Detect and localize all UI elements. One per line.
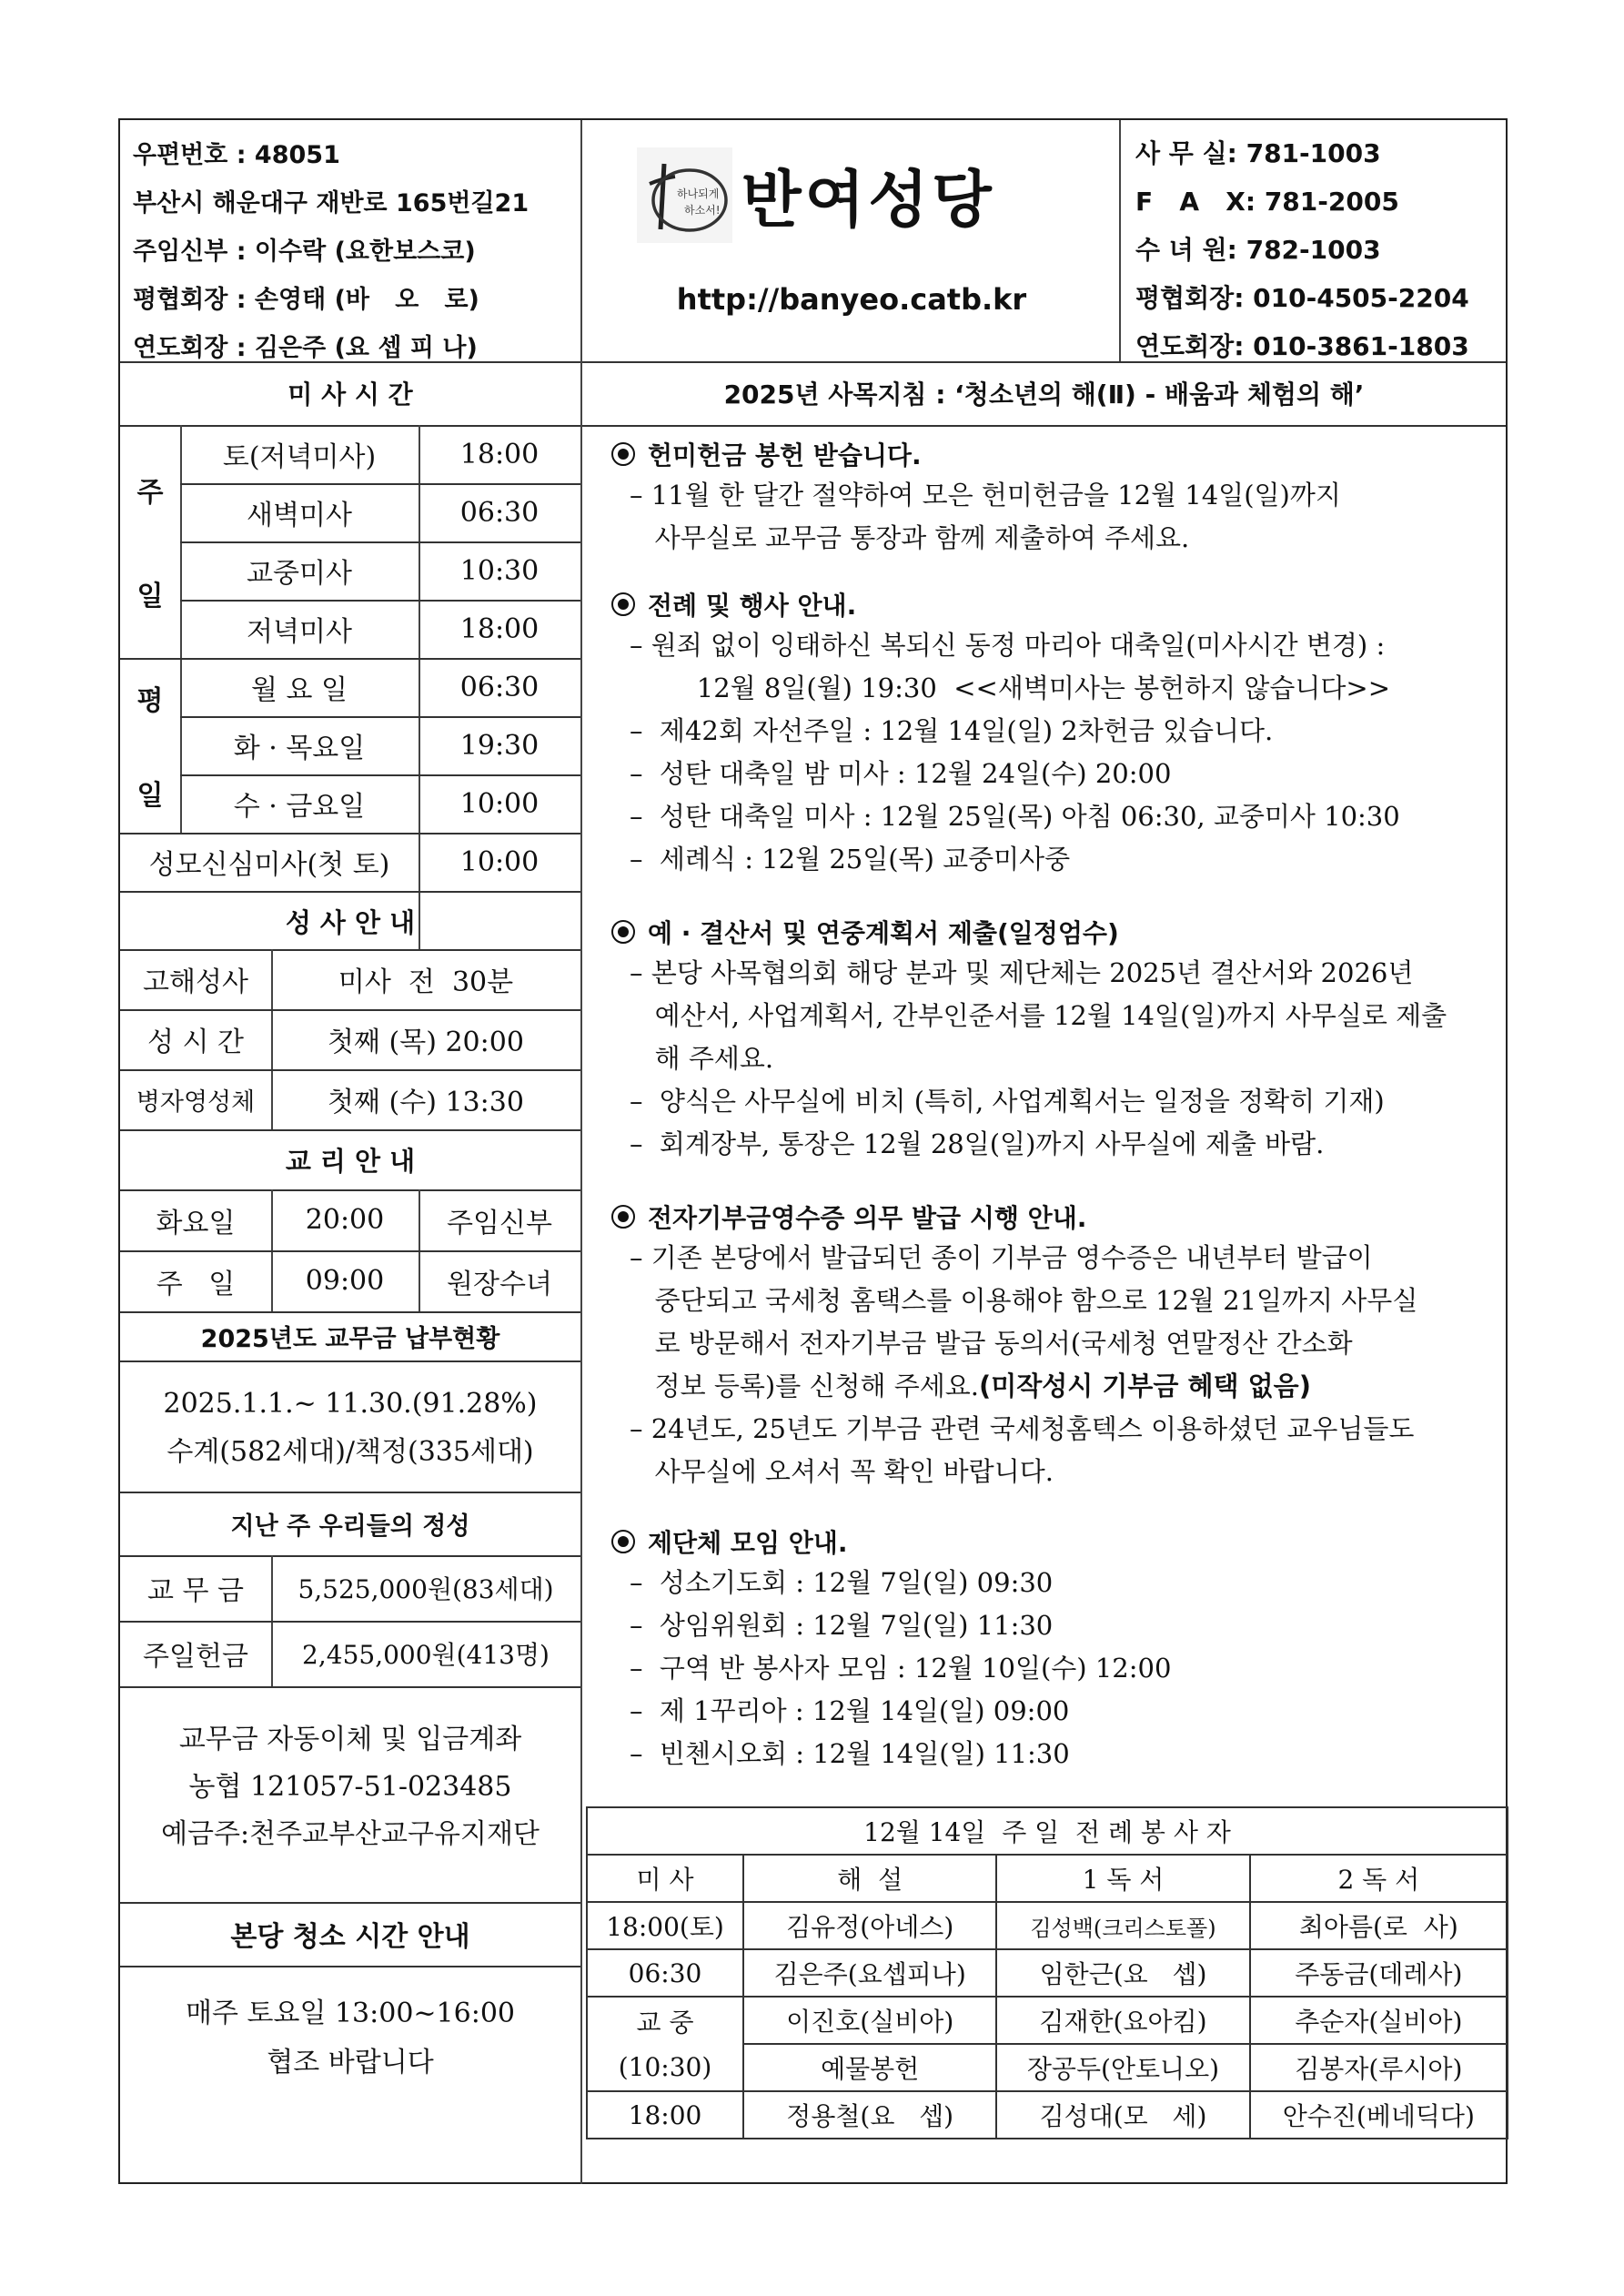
address: 부산시 해운대구 재반로 165번길21 — [133, 189, 530, 217]
notice-line: – 빈첸시오회 : 12월 14일(일) 11:30 — [630, 1738, 1070, 1769]
parish-info — [120, 120, 582, 361]
notice-line: – 본당 사목협의회 해당 분과 및 제단체는 2025년 결산서와 2026년 — [630, 957, 1414, 988]
dues-period: 2025.1.1.~ 11.30.(91.28%) — [163, 1387, 538, 1420]
notice-line: – 상임위원회 : 12월 7일(일) 11:30 — [630, 1610, 1054, 1641]
offertory-cell: 예물봉헌 — [743, 2044, 996, 2091]
column-divider — [580, 361, 582, 2184]
mass-name: 새벽미사 — [247, 500, 352, 531]
notice-line: – 구역 반 봉사자 모임 : 12월 10일(수) 12:00 — [630, 1653, 1172, 1684]
account-number: 농협 121057-51-023485 — [188, 1771, 512, 1803]
reader2-cell: 김봉자(루시아) — [1250, 2044, 1508, 2091]
reader1-cell: 장공두(안토니오) — [996, 2044, 1249, 2091]
notice-line: 사무실에 오셔서 꼭 확인 바랍니다. — [630, 1456, 1054, 1487]
church-name: 반여성당 — [741, 165, 995, 237]
table-row — [587, 1902, 1508, 1949]
cross-logo-icon — [637, 147, 732, 243]
col-header: 2 독 서 — [1250, 1855, 1508, 1902]
reader1-cell: 김재한(요아킴) — [996, 1997, 1249, 2044]
cleaning-note: 협조 바랍니다 — [267, 2047, 434, 2079]
notice-title: 전례 및 행사 안내. — [648, 591, 857, 621]
mass-time: 06:30 — [459, 671, 540, 703]
bullet-icon — [611, 592, 635, 616]
notice-line: – 성탄 대축일 미사 : 12월 25일(목) 아침 06:30, 교중미사 10:30 — [630, 801, 1400, 832]
notice-line: 로 방문해서 전자기부금 발급 동의서(국세청 연말정산 간소화 — [630, 1328, 1353, 1359]
notice-line: – 양식은 사무실에 비치 (특히, 사업계획서는 일정을 정확히 기재) — [630, 1086, 1385, 1117]
council-president: 평협회장 : 손영태 (바 오 로) — [133, 286, 479, 314]
notice-group-meetings — [611, 1522, 1503, 1775]
servers-title: 12월 14일 주 일 전 례 봉 사 자 — [587, 1807, 1508, 1855]
notice-line: – 회계장부, 통장은 12월 28일(일)까지 사무실에 제출 바람. — [630, 1128, 1325, 1159]
catechism-time: 09:00 — [305, 1265, 385, 1297]
sacrament-name: 병자영성체 — [136, 1087, 256, 1117]
weekday-label: 평 일 — [136, 685, 164, 812]
notice-title: 예 · 결산서 및 연중계획서 제출(일정엄수) — [648, 918, 1119, 948]
catechism-day: 화요일 — [156, 1207, 236, 1239]
special-mass-time: 10:00 — [459, 845, 540, 878]
notice-line: – 원죄 없이 잉태하신 복되신 동정 마리아 대축일(미사시간 변경) : — [630, 630, 1386, 661]
special-mass-name: 성모신심미사(첫 토) — [148, 849, 390, 881]
sacrament-time: 첫째 (수) 13:30 — [328, 1087, 524, 1118]
dues-title: 2025년도 교무금 납부현황 — [200, 1324, 500, 1353]
reader2-cell: 안수진(베네딕다) — [1250, 2091, 1508, 2139]
mass-name: 토(저녁미사) — [222, 441, 377, 473]
notice-title: 헌미헌금 봉헌 받습니다. — [648, 440, 922, 470]
fax: F A X: 781-2005 — [1135, 187, 1399, 217]
postal-code: 우편번호 : 48051 — [133, 141, 340, 169]
col-header: 미 사 — [587, 1855, 743, 1902]
notice-title: 제단체 모임 안내. — [648, 1528, 848, 1558]
notice-line: – 기존 본당에서 발급되던 종이 기부금 영수증은 내년부터 발급이 — [630, 1242, 1373, 1273]
notice-budget — [611, 912, 1503, 1166]
mass-time: 18:00 — [459, 438, 540, 470]
reader1-cell: 김성대(모 세) — [996, 2091, 1249, 2139]
reader2-cell: 추순자(실비아) — [1250, 1997, 1508, 2044]
mass-name: 교중미사 — [247, 558, 352, 590]
notice-line: – 제 1꾸리아 : 12월 14일(일) 09:00 — [630, 1695, 1070, 1726]
commentator-cell: 정용철(요 셉) — [743, 2091, 996, 2139]
pastoral-theme: 2025년 사목지침 : ‘청소년의 해(Ⅱ) - 배움과 체험의 해’ — [723, 379, 1365, 410]
offering-name: 주일헌금 — [143, 1641, 248, 1673]
mass-cell: 06:30 — [587, 1949, 743, 1997]
notice-liturgy — [611, 584, 1503, 881]
mass-name: 월 요 일 — [250, 674, 348, 706]
notice-line: 12월 8일(월) 19:30 <<새벽미사는 봉헌하지 않습니다>> — [630, 673, 1391, 703]
col-header: 해 설 — [743, 1855, 996, 1902]
prayer-president: 연도회장 : 김은주 (요 셉 피 나) — [133, 334, 478, 362]
notice-line: 해 주세요. — [630, 1043, 774, 1074]
liturgy-servers-table — [586, 1806, 1508, 2139]
council-phone: 평협회장: 010-4505-2204 — [1135, 283, 1469, 313]
offerings-title: 지난 주 우리들의 정성 — [230, 1512, 470, 1541]
col-header: 1 독 서 — [996, 1855, 1249, 1902]
notice-line: 정보 등록)를 신청해 주세요. — [630, 1371, 979, 1401]
notice-line: – 11월 한 달간 절약하여 모은 헌미헌금을 12월 14일(일)까지 — [630, 480, 1341, 511]
account-title: 교무금 자동이체 및 입금계좌 — [178, 1724, 522, 1755]
mass-cell: 18:00(토) — [587, 1902, 743, 1949]
commentator-cell: 김유정(아네스) — [743, 1902, 996, 1949]
catechism-day: 주 일 — [156, 1268, 236, 1300]
mass-time: 10:00 — [459, 787, 540, 820]
office-phone: 사 무 실: 781-1003 — [1135, 138, 1381, 168]
mass-cell: 교 중 — [587, 1997, 743, 2044]
sacrament-time: 미사 전 30분 — [338, 966, 514, 998]
catechism-teacher: 원장수녀 — [447, 1268, 552, 1300]
commentator-cell: 이진호(실비아) — [743, 1997, 996, 2044]
logo-area — [582, 120, 1121, 361]
account-holder: 예금주:천주교부산교구유지재단 — [161, 1818, 540, 1850]
notice-warning: (미작성시 기부금 혜택 없음) — [979, 1371, 1311, 1401]
catechism-title: 교 리 안 내 — [285, 1145, 416, 1177]
sacrament-name: 성 시 간 — [146, 1027, 244, 1058]
offering-amount: 2,455,000원(413명) — [302, 1640, 550, 1670]
website-link[interactable]: http://banyeo.catb.kr — [676, 282, 1027, 317]
reader1-cell: 임한근(요 셉) — [996, 1949, 1249, 1997]
prayer-phone: 연도회장: 010-3861-1803 — [1135, 331, 1469, 361]
mass-name: 수 · 금요일 — [233, 791, 366, 823]
mass-times-title: 미 사 시 간 — [287, 379, 413, 410]
notice-donation-receipt — [611, 1197, 1503, 1493]
bullet-icon — [611, 1530, 635, 1553]
table-row — [587, 2044, 1508, 2091]
pastor: 주임신부 : 이수락 (요한보스코) — [133, 238, 476, 266]
divider — [120, 1360, 580, 1362]
table-row — [587, 1997, 1508, 2044]
notice-line: – 24년도, 25년도 기부금 관련 국세청홈텍스 이용하셨던 교우님들도 — [630, 1413, 1415, 1444]
contact-info — [1121, 120, 1508, 361]
catechism-time: 20:00 — [305, 1204, 385, 1236]
sacraments-title: 성 사 안 내 — [285, 906, 416, 938]
notice-line: 사무실로 교무금 통장과 함께 제출하여 주세요. — [630, 522, 1190, 553]
notice-line: 예산서, 사업계획서, 간부인준서를 12월 14일(일)까지 사무실로 제출 — [630, 1000, 1447, 1031]
notice-title: 전자기부금영수증 의무 발급 시행 안내. — [648, 1203, 1087, 1233]
dues-households: 수계(582세대)/책정(335세대) — [166, 1436, 534, 1468]
divider — [120, 1966, 580, 1967]
notice-line: – 제42회 자선주일 : 12월 14일(일) 2차헌금 있습니다. — [630, 715, 1274, 746]
mass-cell: (10:30) — [587, 2044, 743, 2091]
table-row — [587, 2091, 1508, 2139]
offering-amount: 5,525,000원(83세대) — [298, 1574, 554, 1604]
bullet-icon — [611, 442, 635, 466]
cleaning-title: 본당 청소 시간 안내 — [230, 1921, 470, 1953]
commentator-cell: 김은주(요셉피나) — [743, 1949, 996, 1997]
sacrament-name: 고해성사 — [143, 966, 248, 998]
notice-line: – 세례식 : 12월 25일(목) 교중미사중 — [630, 844, 1071, 875]
notice-line: 중단되고 국세청 홈택스를 이용해야 함으로 12월 21일까지 사무실 — [630, 1285, 1418, 1316]
sunday-label: 주 일 — [136, 477, 164, 612]
notice-rice-offering — [611, 434, 1503, 560]
mass-time: 10:30 — [459, 554, 540, 587]
cleaning-time: 매주 토요일 13:00~16:00 — [185, 1998, 516, 2029]
mass-time: 06:30 — [459, 496, 540, 529]
convent-phone: 수 녀 원: 782-1003 — [1135, 235, 1381, 265]
bullet-icon — [611, 1205, 635, 1229]
reader2-cell: 최아름(로 사) — [1250, 1902, 1508, 1949]
divider — [120, 1686, 580, 1688]
mass-time: 19:30 — [459, 729, 540, 762]
bullet-icon — [611, 920, 635, 944]
table-row — [587, 1949, 1508, 1997]
notice-line: – 성소기도회 : 12월 7일(일) 09:30 — [630, 1567, 1054, 1598]
mass-time: 18:00 — [459, 612, 540, 645]
mass-name: 화 · 목요일 — [233, 733, 366, 764]
reader1-cell: 김성백(크리스토폴) — [996, 1902, 1249, 1949]
offering-name: 교 무 금 — [146, 1575, 244, 1607]
catechism-teacher: 주임신부 — [447, 1207, 552, 1239]
mass-cell: 18:00 — [587, 2091, 743, 2139]
sacrament-time: 첫째 (목) 20:00 — [328, 1027, 524, 1058]
notice-line: – 성탄 대축일 밤 미사 : 12월 24일(수) 20:00 — [630, 758, 1172, 789]
mass-name: 저녁미사 — [247, 616, 352, 648]
reader2-cell: 주동금(데레사) — [1250, 1949, 1508, 1997]
slogan-line2: 하소서! — [684, 204, 721, 217]
slogan-line1: 하나되게 — [677, 187, 720, 200]
